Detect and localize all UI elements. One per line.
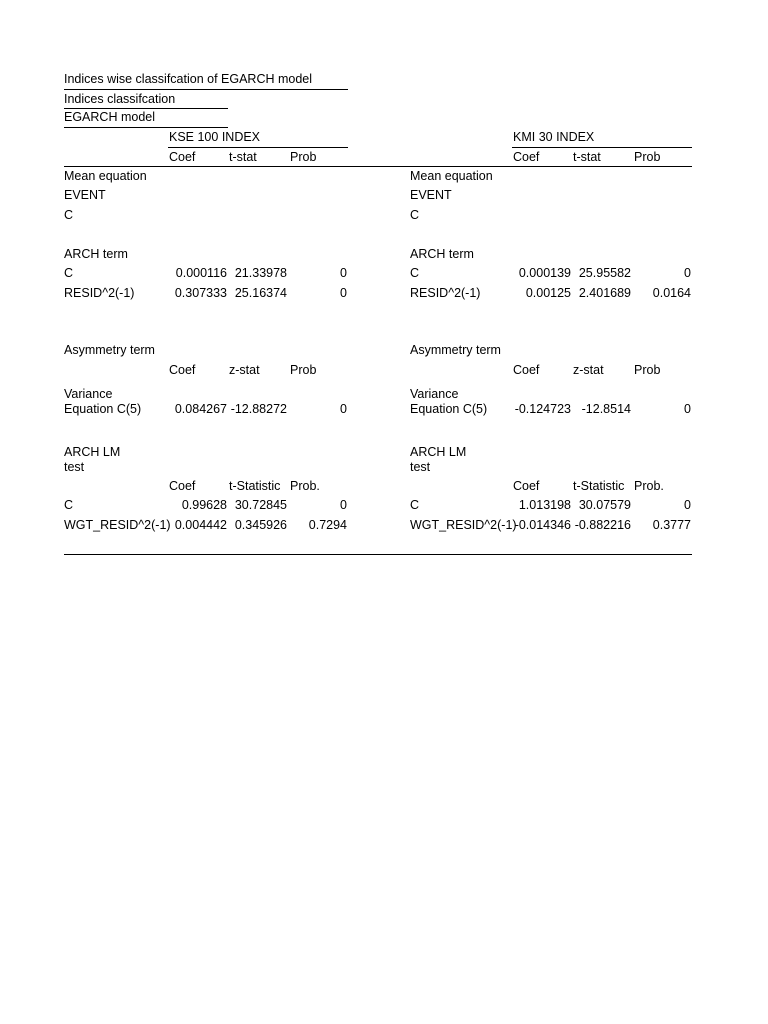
lm-head-prob: Prob. [634, 479, 664, 493]
arch-lm-label-line2: test [64, 460, 85, 474]
c-label: C [410, 208, 420, 222]
row-prob: 0 [684, 266, 691, 280]
lm-head-stat: t-Statistic [229, 479, 281, 493]
row-label: C [410, 266, 420, 280]
row-stat: 0.345926 [234, 518, 287, 532]
event-label: EVENT [410, 188, 452, 202]
row-coef: -0.014346 [514, 518, 571, 532]
row-coef: 0.99628 [181, 498, 227, 512]
asym-head-prob: Prob [290, 363, 317, 377]
arch-term-label: ARCH term [410, 247, 474, 261]
panel-title: KMI 30 INDEX [513, 130, 595, 144]
col-head-prob: Prob [634, 150, 661, 164]
row-prob: 0 [684, 402, 691, 416]
row-prob: 0.3777 [652, 518, 691, 532]
col-head-stat: t-stat [229, 150, 257, 164]
row-stat: 25.95582 [578, 266, 631, 280]
panel-title: KSE 100 INDEX [169, 130, 261, 144]
row-stat: 25.16374 [234, 286, 287, 300]
lm-head-prob: Prob. [290, 479, 320, 493]
asym-head-coef: Coef [169, 363, 196, 377]
col-head-prob: Prob [290, 150, 317, 164]
row-label: C [64, 498, 74, 512]
lm-head-stat: t-Statistic [573, 479, 625, 493]
panel-title-rule [512, 147, 692, 148]
variance-label-line2: Equation C(5) [64, 402, 142, 416]
variance-label-line2: Equation C(5) [410, 402, 488, 416]
model-label: EGARCH model [64, 110, 155, 124]
event-label: EVENT [64, 188, 106, 202]
row-prob: 0 [340, 286, 347, 300]
subtitle-rule [64, 108, 228, 109]
mean-equation-label: Mean equation [64, 169, 147, 183]
row-coef: 0.307333 [174, 286, 227, 300]
lm-head-coef: Coef [169, 479, 196, 493]
asymmetry-term-label: Asymmetry term [64, 343, 155, 357]
row-coef: 0.000139 [518, 266, 571, 280]
table-bottom-rule [64, 554, 692, 555]
row-coef: -0.124723 [514, 402, 571, 416]
row-coef: 0.000116 [175, 266, 227, 280]
mean-equation-label: Mean equation [410, 169, 493, 183]
row-stat: 21.33978 [234, 266, 287, 280]
row-stat: -0.882216 [574, 518, 631, 532]
row-coef: 1.013198 [518, 498, 571, 512]
lm-head-coef: Coef [513, 479, 540, 493]
row-prob: 0 [340, 498, 347, 512]
asym-head-prob: Prob [634, 363, 661, 377]
row-prob: 0 [340, 266, 347, 280]
row-label: RESID^2(-1) [410, 286, 481, 300]
arch-lm-label-line1: ARCH LM [64, 445, 121, 459]
row-stat: -12.8514 [581, 402, 631, 416]
header-bottom-rule [64, 166, 692, 167]
row-prob: 0.7294 [308, 518, 347, 532]
arch-lm-label-line2: test [410, 460, 431, 474]
row-stat: 30.07579 [578, 498, 631, 512]
col-head-coef: Coef [513, 150, 540, 164]
row-label: C [64, 266, 74, 280]
row-coef: 0.084267 [174, 402, 227, 416]
row-coef: 0.00125 [525, 286, 571, 300]
asymmetry-term-label: Asymmetry term [410, 343, 501, 357]
col-head-coef: Coef [169, 150, 196, 164]
row-stat: 30.72845 [234, 498, 287, 512]
model-rule [64, 127, 228, 128]
title-rule [64, 89, 348, 90]
row-prob: 0 [684, 498, 691, 512]
col-head-stat: t-stat [573, 150, 601, 164]
c-label: C [64, 208, 74, 222]
row-prob: 0.0164 [652, 286, 691, 300]
asym-head-coef: Coef [513, 363, 540, 377]
arch-term-label: ARCH term [64, 247, 128, 261]
row-prob: 0 [340, 402, 347, 416]
row-label: C [410, 498, 420, 512]
subtitle: Indices classifcation [64, 92, 176, 106]
row-label: WGT_RESID^2(-1) [410, 518, 517, 532]
row-stat: -12.88272 [230, 402, 287, 416]
row-label: RESID^2(-1) [64, 286, 135, 300]
arch-lm-label-line1: ARCH LM [410, 445, 467, 459]
page-title: Indices wise classifcation of EGARCH model [64, 72, 313, 86]
asym-head-stat: z-stat [229, 363, 260, 377]
row-label: WGT_RESID^2(-1) [64, 518, 171, 532]
variance-label-line1: Variance [410, 387, 459, 401]
panel-title-rule [168, 147, 348, 148]
variance-label-line1: Variance [64, 387, 113, 401]
row-stat: 2.401689 [578, 286, 631, 300]
row-coef: 0.004442 [174, 518, 227, 532]
asym-head-stat: z-stat [573, 363, 604, 377]
